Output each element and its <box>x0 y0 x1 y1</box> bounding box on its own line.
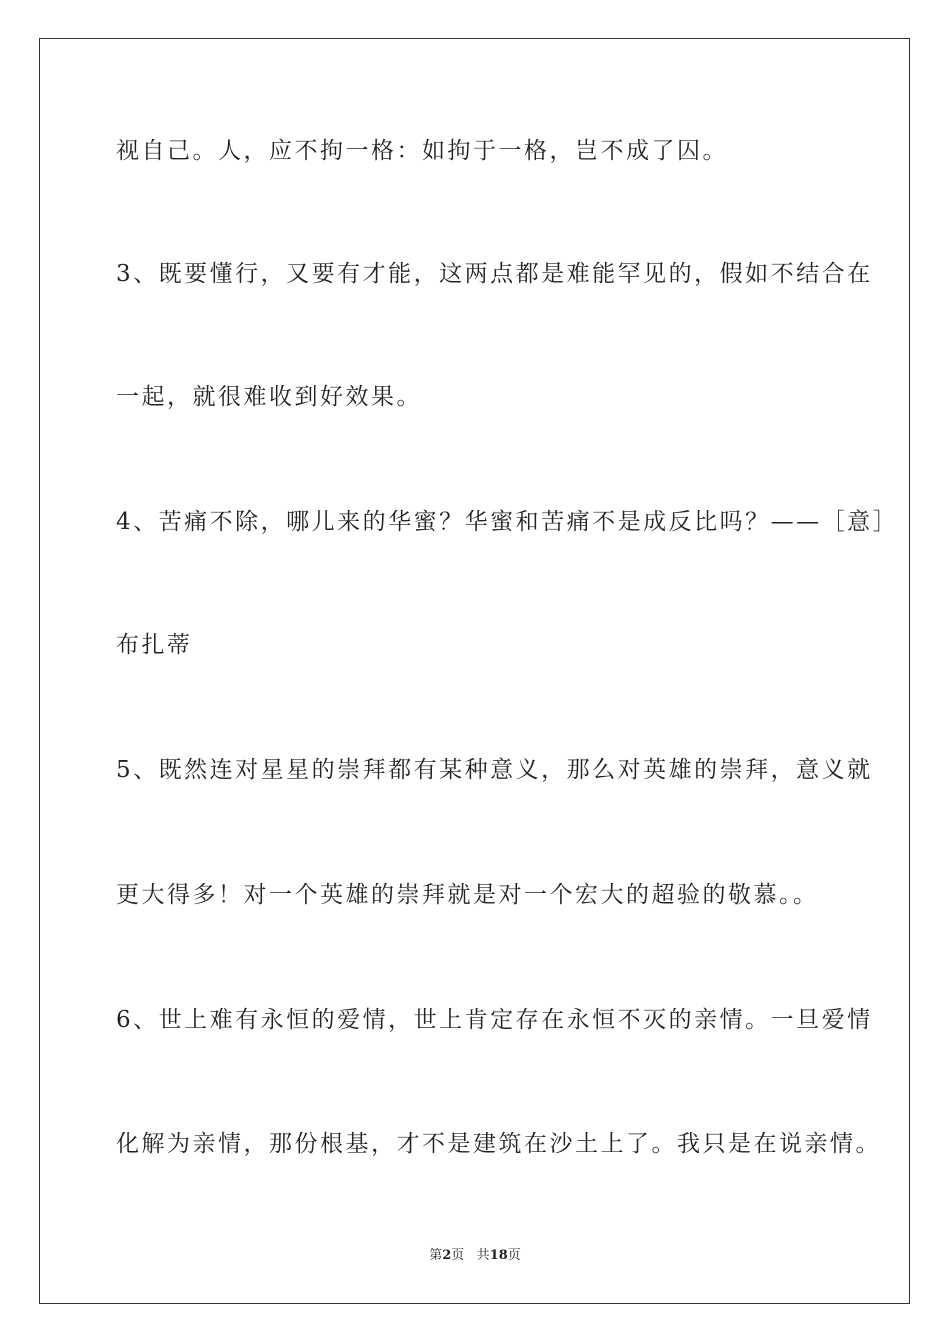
total-suffix: 页 <box>507 1248 521 1263</box>
page-prefix: 第 <box>429 1248 443 1263</box>
text-line-2: 3、既要懂行，又要有才能，这两点都是难能罕见的，假如不结合在 <box>116 261 873 287</box>
text-line-6: 5、既然连对星星的崇拜都有某种意义，那么对英雄的崇拜，意义就 <box>116 757 873 783</box>
page-number: 2 <box>442 1248 452 1263</box>
text-line-3: 一起，就很难收到好效果。 <box>116 384 422 410</box>
page-border <box>39 38 910 1304</box>
text-line-5: 布扎蒂 <box>116 632 193 658</box>
total-prefix: 共 <box>476 1248 490 1263</box>
text-line-1: 视自己。人，应不拘一格：如拘于一格，岂不成了囚。 <box>116 138 728 164</box>
page-footer <box>0 1247 950 1265</box>
total-pages: 18 <box>489 1248 508 1263</box>
text-line-7: 更大得多！对一个英雄的崇拜就是对一个宏大的超验的敬慕。。 <box>116 882 819 908</box>
text-line-8: 6、世上难有永恒的爱情，世上肯定存在永恒不灭的亲情。一旦爱情 <box>116 1007 873 1033</box>
text-line-9: 化解为亲情，那份根基，才不是建筑在沙土上了。我只是在说亲情。 <box>116 1131 881 1157</box>
text-line-4: 4、苦痛不除，哪儿来的华蜜？华蜜和苦痛不是成反比吗？——［意］ <box>116 509 899 535</box>
page-suffix: 页 <box>451 1248 465 1263</box>
